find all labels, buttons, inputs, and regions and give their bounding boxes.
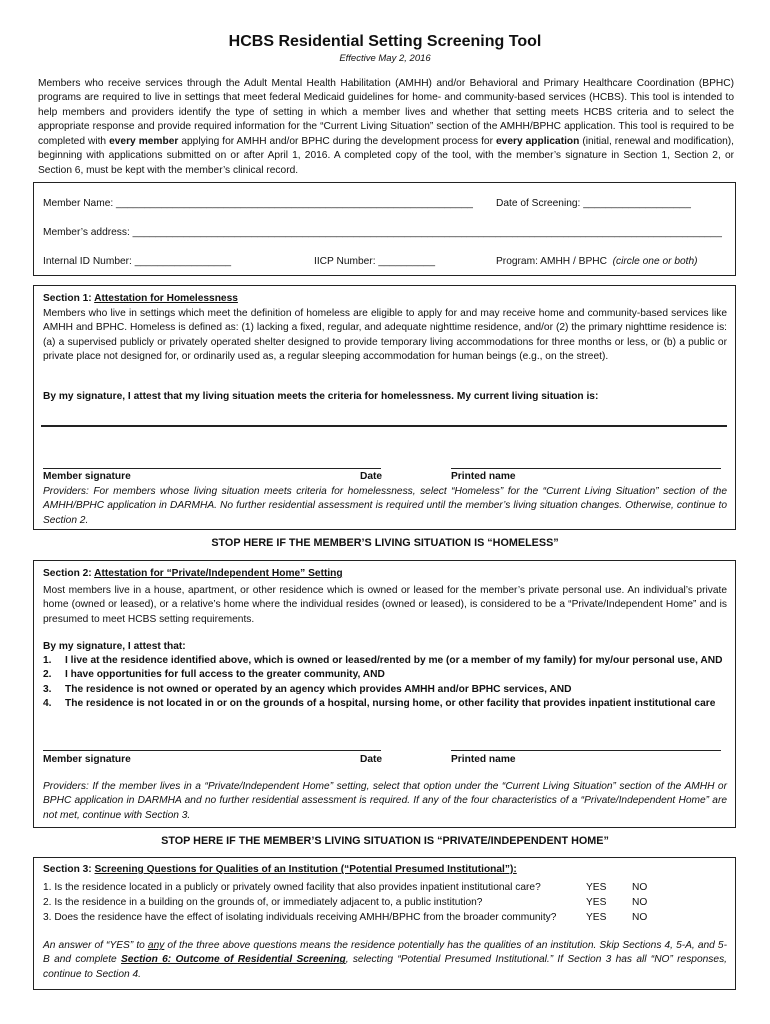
section-1-heading [43,292,238,306]
section-2-attest-list [43,654,727,712]
section-1-printed-name-line[interactable] [451,468,721,469]
living-situation-line[interactable] [41,425,727,427]
intro-text-1: Members who receive services through the Adult Mental Health Habilitation (AMHH) and/or Behavioral and Primary Healthcare Coordination (BPHC) programs are required to live in settings that meet federal Medicaid guidelines for home- and community-based services (HCBS). This tool is intended to help members and providers identify the type of setting in which a member lives and whether that setting meets HCBS criteria and to select the appropriate response and provide required information for the “Current Living Situation” section of the AMHH/BPHC application. This tool is required to be completed with [38,78,734,147]
section-2-provider-note: Providers: If the member lives in a “Private/Independent Home” setting, select that option under the “Current Living Situation” section of the AMHH or BPHC application in DARMHA and no further residential assessment is required. If any of the four characteristics of a “Private/Independent Home” are not met, continue with Section 3. [43,781,727,821]
section-1-title: Attestation for Homelessness [94,293,238,304]
internal-id-field[interactable]: Internal ID Number: _________________ [43,256,232,267]
section-2-box [33,560,736,828]
program-note: (circle one or both) [612,256,698,267]
section-3-label: Section 3: [43,864,95,875]
program-label: Program: AMHH / BPHC [496,256,607,267]
section-2-member-signature-label: Member signature [43,754,131,765]
section-3-heading [43,863,517,877]
section-2-attest-intro: By my signature, I attest that: [43,641,186,652]
section-2-title: Attestation for “Private/Independent Home” Setting [94,568,343,579]
section-1-body: Members who live in settings which meet the definition of homeless are eligible to apply for and may receive home and community-based services like AMHH and BPHC. Homeless is defined as: (1) lacking a fixed, regular, and adequate nighttime residence, and/or (2) the primary nighttime residence is: (a) a supervised publicly or privately operated shelter designed to provide temporary living accommodations for three months or less, or (b) a public or private place not designed for, or ordinarily used as, a regular sleeping accommodation for human beings (e.g., on the street). [43,308,727,363]
section-3-box [33,857,736,990]
attest-item-4: 4. The residence is not located in or on the grounds of a hospital, nursing home, or other facility that provides inpatient institutional care [43,698,716,710]
section-1-attestation: By my signature, I attest that my living situation meets the criteria for homelessness. My current living situation is: [43,391,599,402]
page-title: HCBS Residential Setting Screening Tool [228,33,542,50]
question-1-yes[interactable]: YES [586,882,607,893]
intro-paragraph [38,77,734,178]
member-info-box [33,182,736,276]
intro-bold-every-application: every application [495,135,580,147]
section-3-title: Screening Questions for Qualities of an Institution (“Potential Presumed Institutional”): [94,864,517,875]
section-1-printed-name-label: Printed name [451,471,516,482]
stop-private-home-banner: STOP HERE IF THE MEMBER’S LIVING SITUATION IS “PRIVATE/INDEPENDENT HOME” [161,835,609,847]
section-2-date-label: Date [360,754,383,765]
question-2: 2. Is the residence in a building on the grounds of, or immediately adjacent to, a public institution? [43,897,483,908]
attest-item-3: 3. The residence is not owned or operated by an agency which provides AMHH and/or BPHC services, AND [43,683,572,695]
attest-item-1: 1. I live at the residence identified above, which is owned or leased/rented by me (or a member of my family) for my/our personal use, AND [43,655,723,666]
section-2-heading [43,567,343,581]
member-name-field[interactable]: Member Name: _______________________________________________________________ [43,198,473,209]
note-section-6-link: Section 6: Outcome of Residential Screening [121,954,346,966]
section-2-label: Section 2: [43,568,95,579]
intro-bold-every-member: every member [109,135,179,147]
intro-text-3: (initial, renewal and modification), beginning with applications submitted on or after April 1, 2016. A completed copy of the tool, with the member’s signature in Section 1, Section 2, or Section 6, must be kept with the member’s clinical record. [38,135,734,176]
section-2-printed-name-label: Printed name [451,754,516,765]
question-2-no[interactable]: NO [632,897,648,908]
section-1-date-label: Date [360,471,383,482]
iicp-number-field[interactable]: IICP Number: __________ [314,256,436,267]
section-2-body: Most members live in a house, apartment, or other residence which is owned or leased for the member’s private personal use. An individual’s private home (owned or leased), or a relative’s home where the individual resides (owned or leased), is considered to be a “Private/Independent Home” and is presumed to meet HCBS setting requirements. [43,585,727,625]
effective-date: Effective May 2, 2016 [339,53,431,64]
attest-item-2: 2. I have opportunities for full access to the greater community, AND [43,669,385,681]
date-of-screening-field[interactable]: Date of Screening: ___________________ [496,198,691,209]
section-3-note: An answer of “YES” to any of the three above questions means the residence potentially has the qualities of an institution. Skip Sections 4, 5-A, and 5-B and complete Section 6: Outcome of Residential Screening, selecting “Potential Presumed Institutional.” If Section 3 has all “NO” responses, continue to Section 4. [43,940,727,980]
question-3-yes[interactable]: YES [586,912,607,923]
question-1-no[interactable]: NO [632,882,648,893]
stop-homeless-banner: STOP HERE IF THE MEMBER’S LIVING SITUATION IS “HOMELESS” [211,537,559,549]
section-1-member-signature-label: Member signature [43,471,131,482]
program-field[interactable] [496,255,698,269]
intro-text-2: applying for AMHH and/or BPHC during the development process for [178,135,496,147]
question-3: 3. Does the residence have the effect of isolating individuals receiving AMHH/BPHC from the broader community? [43,912,557,923]
section-2-signature-line[interactable] [43,750,381,751]
section-1-provider-note: Providers: For members whose living situation meets criteria for homelessness, select “Homeless” for the “Current Living Situation” section of the AMHH/BPHC application in DARMHA. No further residential assessment is required until the member’s living situation changes. Otherwise, continue to Section 2. [43,486,727,526]
section-1-box [33,285,736,530]
question-3-no[interactable]: NO [632,912,648,923]
section-2-printed-name-line[interactable] [451,750,721,751]
section-1-signature-line[interactable] [43,468,381,469]
section-1-label: Section 1: [43,293,95,304]
member-address-field[interactable]: Member’s address: ________________________________________________________________________________________________________ [43,227,722,238]
question-2-yes[interactable]: YES [586,897,607,908]
question-1: 1. Is the residence located in a publicly or privately owned facility that also provides inpatient institutional care? [43,882,541,893]
note-any: any [147,940,165,951]
